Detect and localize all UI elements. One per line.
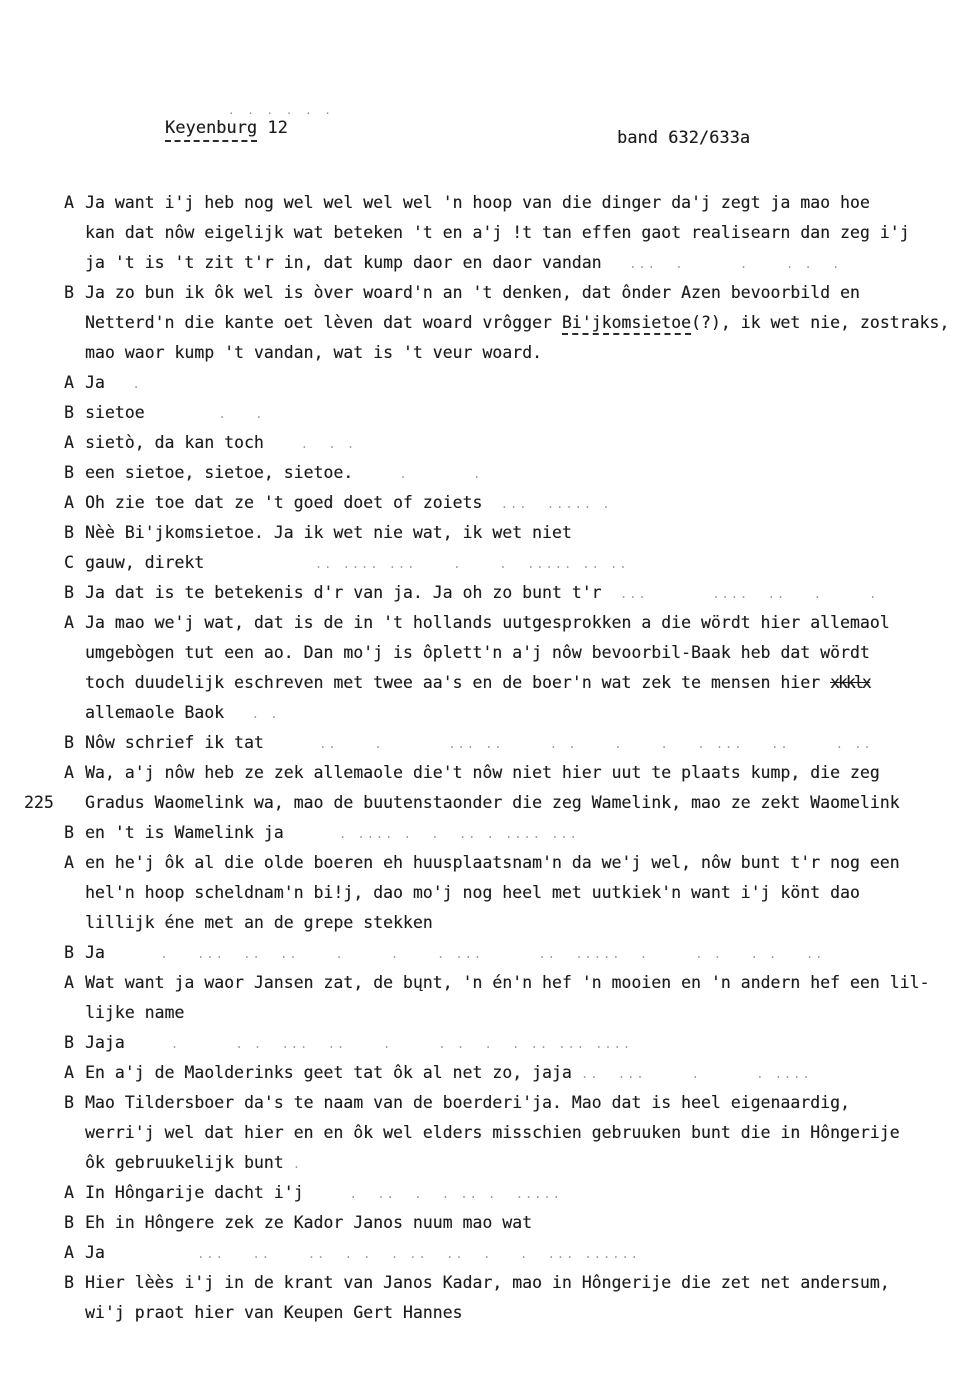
transcript-line: [0, 850, 979, 880]
line-text-segment: ôk gebruukelijk bunt: [85, 1153, 284, 1172]
line-text: [85, 1273, 890, 1292]
line-text: [85, 1093, 850, 1112]
line-text: [85, 1183, 562, 1202]
line-text: [85, 253, 841, 272]
line-text-segment: gauw, direkt: [85, 553, 205, 572]
transcript-line: [0, 880, 979, 910]
speaker-label: B: [64, 823, 74, 842]
typewriter-dots-artifact: .. .... ... . . ..... .. ..: [204, 557, 629, 571]
line-text: [85, 523, 572, 542]
line-text-segment: umgebògen tut een ao. Dan mo'j is ôplett'n a'j nôw bevoorbil-Baak heb dat wördt: [85, 643, 870, 662]
line-text-segment: Nèè Bi'jkomsietoe. Ja ik wet nie wat, ik wet niet: [85, 523, 572, 542]
speaker-label: A: [64, 433, 74, 452]
line-text-segment: Mao Tildersboer da's te naam van de boerderi'ja. Mao dat is heel eigenaardig,: [85, 1093, 850, 1112]
line-text-segment: Ja: [85, 373, 105, 392]
line-text-segment: In Hôngarije dacht i'j: [85, 1183, 304, 1202]
line-text: [85, 973, 929, 992]
line-text-segment: Ja mao we'j wat, dat is de in 't hollands uutgesprokken a die wördt hier allemaol: [85, 613, 890, 632]
transcript-line: [0, 730, 979, 760]
line-text: [85, 733, 873, 752]
line-text: [85, 1063, 812, 1082]
speaker-label: A: [64, 193, 74, 212]
speaker-label: A: [64, 763, 74, 782]
transcript-line: [0, 430, 979, 460]
speaker-label: A: [64, 853, 74, 872]
underlined-word: Bi'jkomsietoe: [562, 313, 691, 335]
transcript-line: [0, 1300, 979, 1330]
line-text: [85, 1153, 302, 1172]
line-text-segment: werri'j wel dat hier en en ôk wel elders misschien gebruuken bunt die in Hôngerije: [85, 1123, 900, 1142]
speaker-label: A: [64, 613, 74, 632]
transcript-line: [0, 970, 979, 1000]
page-title-underlined: Keyenburg: [165, 118, 257, 142]
transcript-line: [0, 1210, 979, 1240]
line-text-segment: Wa, a'j nôw heb ze zek allemaole die't nôw niet hier uut te plaats kump, die zeg: [85, 763, 880, 782]
page-title: [165, 118, 288, 138]
typewriter-dots-artifact: .. ... . . ....: [571, 1067, 812, 1081]
line-text-segment: sietoe: [85, 403, 145, 422]
line-text-segment: mao waor kump 't vandan, wat is 't veur woard.: [85, 343, 542, 362]
typewriter-dots-artifact: . . . . . .: [228, 104, 334, 117]
typewriter-dots-artifact: . .: [144, 407, 265, 421]
transcript-line: [0, 610, 979, 640]
transcript-line: [0, 820, 979, 850]
typewriter-dots-artifact: . .... . . .. . .... ...: [283, 827, 579, 841]
band-label: band 632/633a: [617, 128, 751, 148]
transcript-line: [0, 1180, 979, 1210]
speaker-label: A: [64, 1183, 74, 1202]
line-text: [85, 913, 433, 932]
line-text: [85, 1243, 640, 1262]
line-text-segment: Ja: [85, 943, 105, 962]
transcript-line: [0, 790, 979, 820]
line-text: [85, 373, 142, 392]
line-text: [85, 1123, 900, 1142]
line-text-segment: wi'j praot hier van Keupen Gert Hannes: [85, 1303, 463, 1322]
typewriter-dots-artifact: . . .: [263, 437, 357, 451]
line-text: [85, 403, 265, 422]
transcript: [0, 190, 979, 1330]
speaker-label: B: [64, 943, 74, 962]
line-text-segment: Jaja: [85, 1033, 125, 1052]
line-text-segment: allemaole Baok: [85, 703, 225, 722]
transcript-line: [0, 250, 979, 280]
transcript-line: [0, 460, 979, 490]
line-text-segment: Gradus Waomelink wa, mao de buutenstaonder die zeg Wamelink, mao ze zekt Waomelink: [85, 793, 900, 812]
line-text-segment: Netterd'n die kante oet lèven dat woard vrôgger: [85, 313, 562, 332]
line-text-segment: Eh in Hôngere zek ze Kador Janos nuum mao wat: [85, 1213, 533, 1232]
transcript-line: [0, 520, 979, 550]
transcript-line: [0, 1090, 979, 1120]
line-text-segment: Wat want ja waor Jansen zat, de bųnt, 'n én'n hef 'n mooien en 'n andern hef een lil-: [85, 973, 930, 992]
speaker-label: B: [64, 733, 74, 752]
line-text-segment: Nôw schrief ik tat: [85, 733, 264, 752]
typewriter-dots-artifact: . .: [353, 467, 483, 481]
line-text: [85, 643, 870, 662]
transcript-line: [0, 220, 979, 250]
typewriter-dots-artifact: .: [104, 377, 142, 391]
transcript-line: [0, 910, 979, 940]
speaker-label: A: [64, 973, 74, 992]
typewriter-dots-artifact: ... . . . . .: [601, 257, 842, 271]
line-text-segment: en 't is Wamelink ja: [85, 823, 284, 842]
transcript-line: [0, 190, 979, 220]
line-text: [85, 823, 579, 842]
transcript-line: [0, 1120, 979, 1150]
line-text: [85, 433, 356, 452]
line-text: [85, 943, 824, 962]
speaker-label: A: [64, 493, 74, 512]
line-text-segment: kan dat nôw eigelijk wat beteken 't en a'j !t tan effen gaot realisearn dan zeg i'j: [85, 223, 910, 242]
transcript-line: [0, 310, 979, 340]
transcript-line: [0, 1000, 979, 1030]
line-text: [85, 553, 629, 572]
line-text: [85, 673, 870, 692]
transcript-line: [0, 280, 979, 310]
line-text: [85, 763, 880, 782]
typewriter-dots-artifact: . ... .. .. . . . ... .. ..... . . . . . ..: [104, 947, 825, 961]
line-text: [85, 1303, 463, 1322]
transcript-line: [0, 760, 979, 790]
line-text-segment: en he'j ôk al die olde boeren eh huusplaatsnam'n da we'j wel, nôw bunt t'r nog een: [85, 853, 900, 872]
typewriter-dots-artifact: . . . ... .. . . . . . .. ... ....: [124, 1037, 633, 1051]
typewriter-dots-artifact: . .: [224, 707, 280, 721]
line-text-segment: Oh zie toe dat ze 't goed doet of zoiets: [85, 493, 483, 512]
transcript-line: [0, 1060, 979, 1090]
struck-out-word: xkklx: [830, 673, 870, 692]
typewriter-dots-artifact: . .. . . .. . .....: [303, 1187, 562, 1201]
line-text-segment: Ja zo bun ik ôk wel is òver woard'n an 't denken, dat ônder Azen bevoorbild en: [85, 283, 860, 302]
speaker-label: A: [64, 373, 74, 392]
line-text-segment: een sietoe, sietoe, sietoe.: [85, 463, 354, 482]
line-text: [85, 313, 949, 332]
typewriter-dots-artifact: .. . ... .. . . . . . ... .. . ..: [263, 737, 873, 751]
speaker-label: B: [64, 403, 74, 422]
transcript-line: [0, 1150, 979, 1180]
transcript-line: [0, 400, 979, 430]
transcript-line: [0, 370, 979, 400]
line-text: [85, 1033, 632, 1052]
line-text-segment: (?), ik wet nie, zostraks,: [690, 313, 950, 332]
line-text-segment: toch duudelijk eschreven met twee aa's en de boer'n wat zek te mensen hier: [85, 673, 831, 692]
line-text-segment: lillijk éne met an de grepe stekken: [85, 913, 433, 932]
speaker-label: A: [64, 1243, 74, 1262]
line-text: [85, 703, 279, 722]
line-text: [85, 793, 900, 812]
transcript-line: [0, 1030, 979, 1060]
transcript-line: [0, 700, 979, 730]
line-text-segment: Ja dat is te betekenis d'r van ja. Ja oh zo bunt t'r: [85, 583, 602, 602]
speaker-label: A: [64, 1063, 74, 1082]
transcript-line: [0, 490, 979, 520]
transcript-line: [0, 670, 979, 700]
line-text-segment: Ja: [85, 1243, 105, 1262]
typewriter-dots-artifact: ... ..... .: [482, 497, 612, 511]
page-title-number: 12: [257, 118, 288, 138]
transcript-line: [0, 940, 979, 970]
speaker-label: B: [64, 1213, 74, 1232]
line-text-segment: En a'j de Maolderinks geet tat ôk al net zo, jaja: [85, 1063, 572, 1082]
line-text-segment: ja 't is 't zit t'r in, dat kump daor en daor vandan: [85, 253, 602, 272]
line-number: 225: [24, 793, 54, 812]
line-text: [85, 883, 860, 902]
transcript-line: [0, 1240, 979, 1270]
speaker-label: B: [64, 1273, 74, 1292]
line-text-segment: lijke name: [85, 1003, 185, 1022]
typewriter-dots-artifact: .: [283, 1157, 303, 1171]
line-text: [85, 1003, 184, 1022]
line-text-segment: Hier lèès i'j in de krant van Janos Kadar, mao in Hôngerije die zet net andersum,: [85, 1273, 890, 1292]
line-text: [85, 493, 612, 512]
speaker-label: B: [64, 1033, 74, 1052]
line-text: [85, 613, 890, 632]
speaker-label: B: [64, 1093, 74, 1112]
speaker-label: B: [64, 583, 74, 602]
transcript-line: [0, 550, 979, 580]
typewriter-dots-artifact: ... .. .. . . . .. .. . . ... ......: [104, 1247, 640, 1261]
line-text: [85, 223, 910, 242]
line-text: [85, 1213, 532, 1232]
typewriter-dots-artifact: ... .... .. . .: [601, 587, 879, 601]
line-text-segment: sietò, da kan toch: [85, 433, 264, 452]
speaker-label: B: [64, 283, 74, 302]
speaker-label: B: [64, 463, 74, 482]
speaker-label: C: [64, 553, 74, 572]
line-text: [85, 343, 542, 362]
speaker-label: B: [64, 523, 74, 542]
transcript-line: [0, 1270, 979, 1300]
line-text: [85, 853, 900, 872]
line-text: [85, 583, 878, 602]
transcript-line: [0, 580, 979, 610]
line-text-segment: hel'n hoop scheldnam'n bi!j, dao mo'j nog heel met uutkiek'n want i'j könt dao: [85, 883, 860, 902]
line-text-segment: Ja want i'j heb nog wel wel wel wel 'n hoop van die dinger da'j zegt ja mao hoe: [85, 193, 870, 212]
line-text: [85, 283, 860, 302]
transcript-line: [0, 640, 979, 670]
line-text: [85, 193, 870, 212]
line-text: [85, 463, 482, 482]
transcript-line: [0, 340, 979, 370]
